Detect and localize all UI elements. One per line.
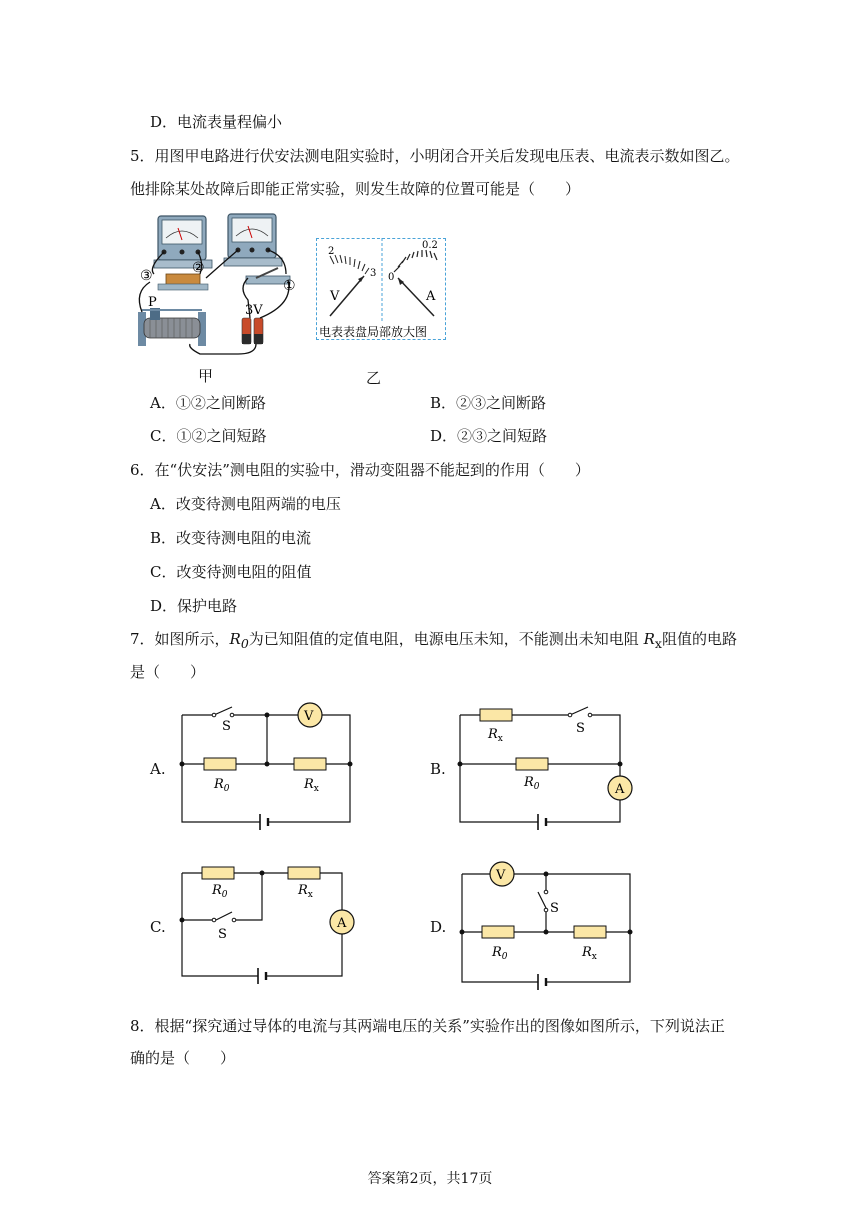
q5-stem-line1: 5．用图甲电路进行伏安法测电阻实验时，小明闭合开关后发现电压表、电流表示数如图乙。 — [130, 147, 740, 165]
fig-yi-caption: 乙 — [366, 369, 382, 387]
circuit-d-label: D. — [430, 918, 447, 936]
label-node-2: ② — [192, 260, 205, 276]
battery-device — [242, 318, 263, 344]
svg-text:A: A — [615, 782, 625, 797]
label-node-1: ① — [283, 278, 296, 294]
rheostat-device — [138, 308, 206, 346]
svg-text:V: V — [304, 709, 314, 724]
q6-stem: 6．在“伏安法”测电阻的实验中，滑动变阻器不能起到的作用（ ） — [130, 461, 590, 479]
q5-figure-jia — [128, 208, 303, 356]
label-node-3: ③ — [140, 268, 153, 284]
svg-text:Rx: $R_x$ — [298, 883, 313, 900]
fig-jia-caption: 甲 — [198, 367, 214, 385]
circuit-c — [170, 858, 360, 988]
q5-stem-line2: 他排除某处故障后即能正常实验，则发生故障的位置可能是（ ） — [130, 180, 581, 198]
resistor-rx — [294, 758, 326, 770]
page-footer: 答案第2页，共17页 — [367, 1171, 493, 1187]
svg-text:S: S — [222, 719, 231, 734]
q6-option-c: C．改变待测电阻的阻值 — [150, 563, 312, 581]
q5-option-c: C．①②之间短路 — [150, 427, 267, 445]
v-tick-2: 2 — [328, 246, 335, 257]
fig-yi-label: 电表表盘局部放大图 — [319, 325, 428, 339]
svg-text:Rx: $R_x$ — [488, 727, 503, 744]
q6-option-a: A．改变待测电阻两端的电压 — [150, 495, 341, 513]
svg-text:S: S — [218, 927, 227, 942]
ammeter-device — [224, 214, 282, 266]
resistor-r0 — [516, 758, 548, 770]
resistor-rx — [480, 709, 512, 721]
a-symbol: A — [426, 289, 436, 304]
q6-option-d: D．保护电路 — [150, 597, 238, 615]
resistor-r0 — [482, 926, 514, 938]
svg-text:R0: $R_0$ — [214, 777, 230, 794]
q6-option-b: B．改变待测电阻的电流 — [150, 529, 312, 547]
resistor-r0 — [204, 758, 236, 770]
a-tick-0: 0 — [388, 272, 395, 283]
q4-option-d: D．电流表量程偏小 — [150, 113, 283, 131]
svg-text:R0: $R_0$ — [212, 883, 228, 900]
a-tick-02: 0.2 — [422, 240, 438, 251]
label-battery-3v: 3V — [245, 303, 263, 318]
q7-stem-line1: 7．如图所示，$R_0$为已知阻值的定值电阻，电源电压未知，不能测出未知电阻 $R_x$阻值的电路 — [130, 630, 737, 651]
circuit-a — [170, 700, 360, 830]
svg-text:A: A — [337, 916, 347, 931]
svg-text:R0: $R_0$ — [492, 945, 508, 962]
resistor-r0 — [202, 867, 234, 879]
resistor-rx — [574, 926, 606, 938]
v-tick-3: 3 — [370, 268, 377, 279]
circuit-c-label: C. — [150, 918, 166, 936]
q7-stem-line2: 是（ ） — [130, 663, 206, 681]
q5-option-d: D．②③之间短路 — [430, 427, 548, 445]
svg-text:S: S — [576, 721, 585, 736]
circuit-b-label: B. — [430, 760, 446, 778]
q5-option-a: A．①②之间断路 — [150, 394, 266, 412]
circuit-a-label: A. — [150, 760, 166, 778]
resistor-rx — [288, 867, 320, 879]
voltmeter-dial — [328, 246, 376, 316]
svg-text:V: V — [496, 868, 506, 883]
svg-text:Rx: $R_x$ — [304, 777, 319, 794]
svg-text:Rx: $R_x$ — [582, 945, 597, 962]
label-slider-p: P — [148, 295, 157, 310]
q8-stem-line2: 确的是（ ） — [130, 1049, 236, 1067]
v-symbol: V — [330, 289, 340, 304]
circuit-d — [450, 852, 640, 992]
q8-stem-line1: 8．根据“探究通过导体的电流与其两端电压的关系”实验作出的图像如图所示，下列说法正 — [130, 1017, 725, 1035]
svg-text:R0: $R_0$ — [524, 775, 540, 792]
circuit-b — [450, 700, 640, 830]
q5-option-b: B．②③之间断路 — [430, 394, 547, 412]
svg-text:S: S — [550, 901, 559, 916]
ammeter-dial — [388, 240, 438, 316]
q5-figure-yi-meters — [316, 238, 446, 340]
